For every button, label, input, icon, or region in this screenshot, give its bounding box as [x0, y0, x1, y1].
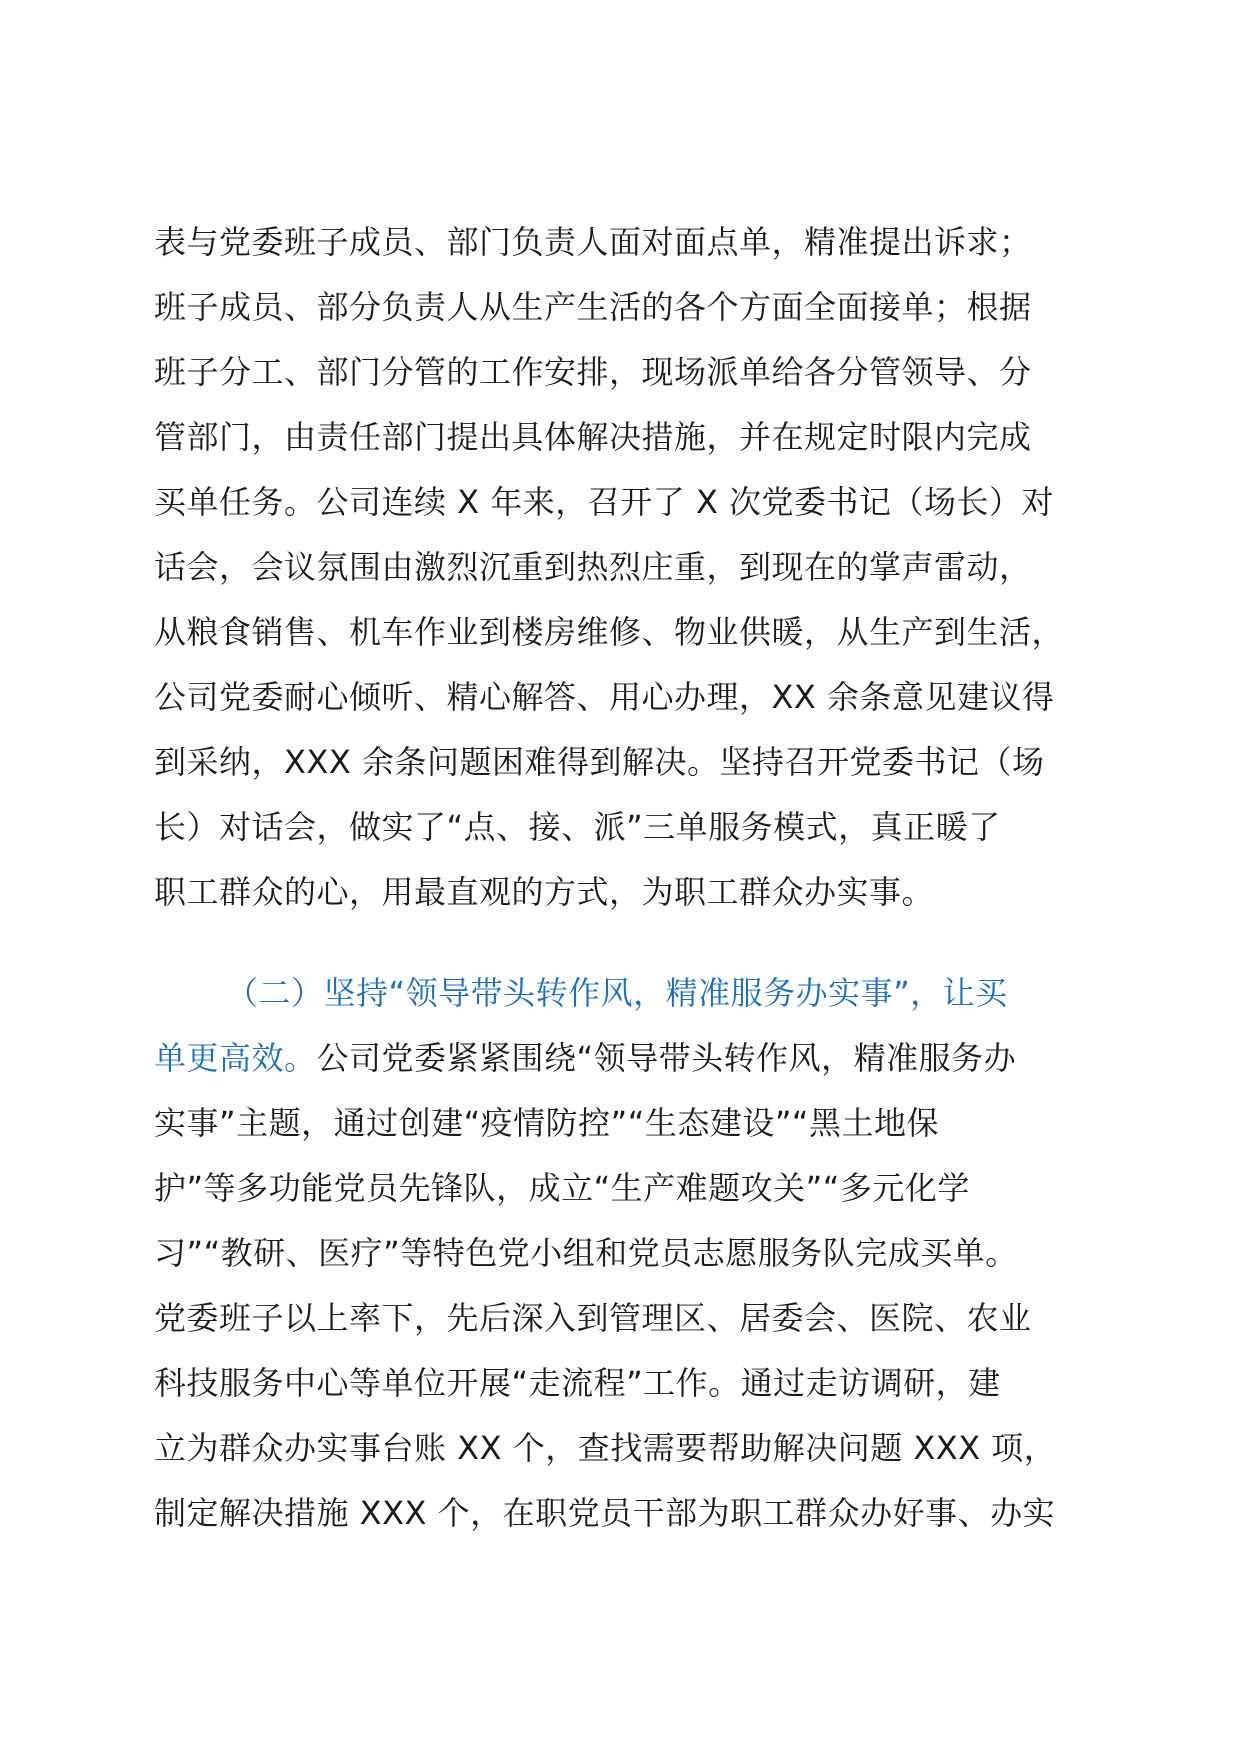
text-line — [154, 1026, 1094, 1091]
section-heading: （二）坚持“领导带头转作风，精准服务办实事”，让买 — [226, 974, 1008, 1012]
text-line: 护”等多功能党员先锋队，成立“生产难题攻关”“多元化学 — [154, 1169, 970, 1207]
text-line: 习”“教研、医疗”等特色党小组和党员志愿服务队完成买单。 — [154, 1234, 1018, 1272]
text-line: 从粮食销售、机车作业到楼房维修、物业供暖，从生产到生活， — [154, 613, 1065, 651]
text-line: 表与党委班子成员、部门负责人面对面点单，精准提出诉求； — [154, 223, 1032, 261]
section-heading-continuation: 单更高效。 — [154, 1039, 317, 1077]
text-line: 党委班子以上率下，先后深入到管理区、居委会、医院、农业 — [154, 1299, 1032, 1337]
text-line: 班子分工、部门分管的工作安排，现场派单给各分管领导、分 — [154, 353, 1032, 391]
text-line: 长）对话会，做实了“点、接、派”三单服务模式，真正暖了 — [154, 808, 1001, 846]
text-fragment: 公司党委紧紧围绕“领导带头转作风，精准服务办 — [316, 1039, 1017, 1077]
text-line: 班子成员、部分负责人从生产生活的各个方面全面接单；根据 — [154, 288, 1032, 326]
text-line: 话会，会议氛围由激烈沉重到热烈庄重，到现在的掌声雷动， — [154, 548, 1032, 586]
paragraph-1 — [154, 210, 1094, 925]
paragraph-spacer — [154, 925, 1094, 961]
text-line: 制定解决措施 XXX 个，在职党员干部为职工群众办好事、办实 — [154, 1494, 1056, 1532]
text-line: 管部门，由责任部门提出具体解决措施，并在规定时限内完成 — [154, 418, 1032, 456]
text-line: 公司党委耐心倾听、精心解答、用心办理，XX 余条意见建议得 — [154, 678, 1055, 716]
text-line: 职工群众的心，用最直观的方式，为职工群众办实事。 — [154, 873, 935, 911]
document-body — [154, 210, 1094, 1546]
paragraph-2 — [154, 961, 1094, 1546]
text-line: 到采纳，XXX 余条问题困难得到解决。坚持召开党委书记（场 — [154, 743, 1045, 781]
text-line: 立为群众办实事台账 XX 个，查找需要帮助解决问题 XXX 项， — [154, 1429, 1057, 1467]
text-line: 实事”主题，通过创建“疫情防控”“生态建设”“黑土地保 — [154, 1104, 939, 1142]
text-line: 科技服务中心等单位开展“走流程”工作。通过走访调研，建 — [154, 1364, 1001, 1402]
text-line: 买单任务。公司连续 X 年来，召开了 X 次党委书记（场长）对 — [154, 483, 1055, 521]
